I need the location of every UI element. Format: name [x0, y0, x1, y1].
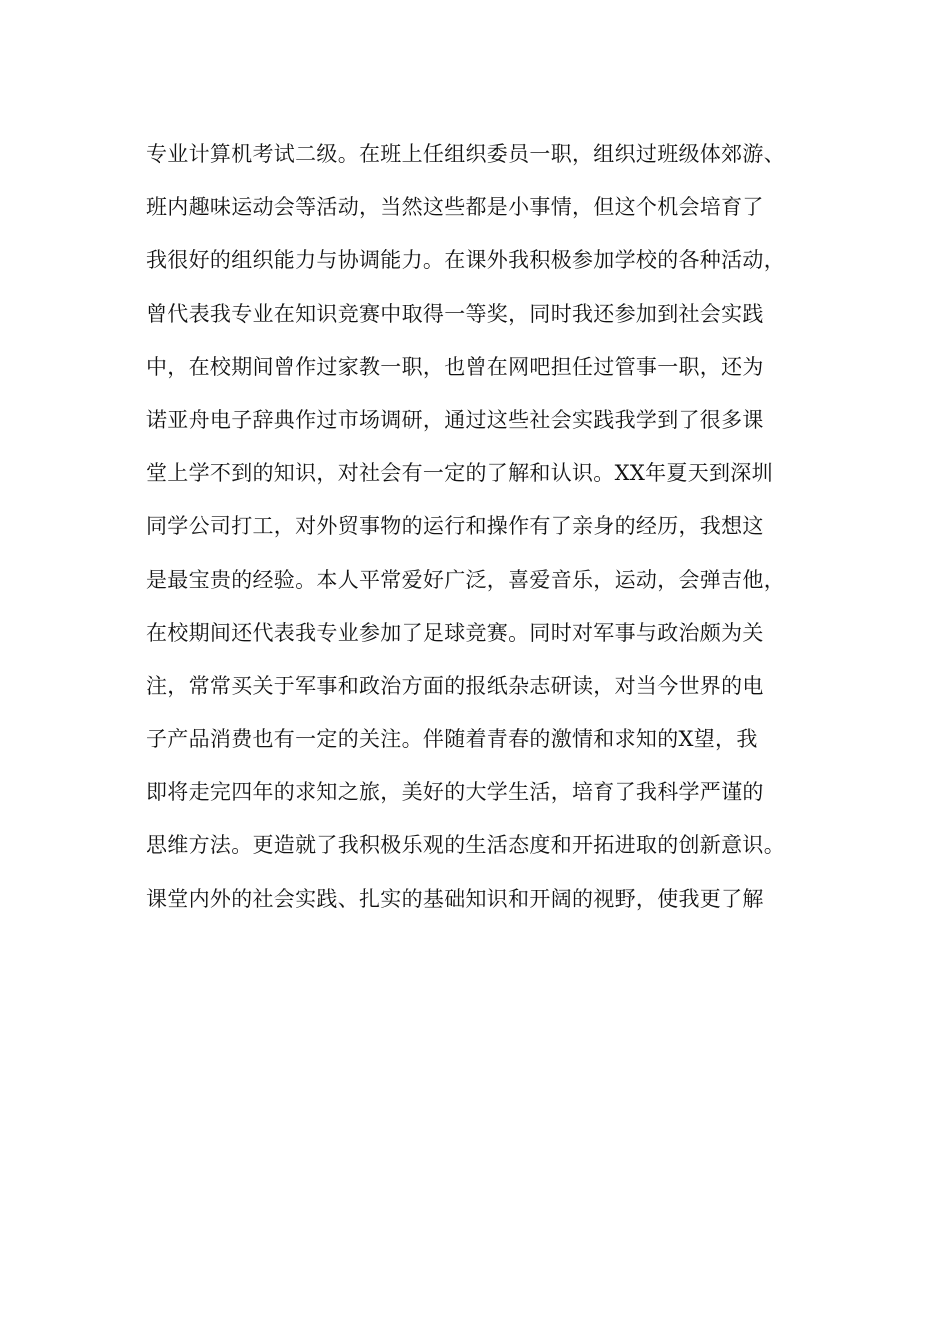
text-line: 我很好的组织能力与协调能力。在课外我积极参加学校的各种活动，: [146, 248, 785, 273]
text-line: 专业计算机考试二级。在班上任组织委员一职，组织过班级体郊游、: [146, 142, 785, 166]
text-line: 堂上学不到的知识，对社会有一定的了解和认识。XX年夏天到深圳: [146, 461, 773, 486]
text-line: 在校期间还代表我专业参加了足球竞赛。同时对军事与政治颇为关: [146, 620, 764, 645]
text-line: 课堂内外的社会实践、扎实的基础知识和开阔的视野，使我更了解: [146, 886, 764, 911]
text-line: 注，常常买关于军事和政治方面的报纸杂志研读，对当今世界的电: [146, 673, 764, 698]
text-line: 同学公司打工，对外贸事物的运行和操作有了亲身的经历，我想这: [146, 514, 764, 539]
text-line: 曾代表我专业在知识竞赛中取得一等奖，同时我还参加到社会实践: [146, 301, 764, 326]
text-line: 诺亚舟电子辞典作过市场调研，通过这些社会实践我学到了很多课: [146, 407, 764, 432]
text-line: 班内趣味运动会等活动，当然这些都是小事情，但这个机会培育了: [146, 195, 764, 220]
text-line: 是最宝贵的经验。本人平常爱好广泛，喜爱音乐，运动，会弹吉他，: [146, 567, 785, 592]
text-line: 子产品消费也有一定的关注。伴随着青春的激情和求知的X望，我: [146, 727, 758, 752]
text-line: 中，在校期间曾作过家教一职，也曾在网吧担任过管事一职，还为: [146, 354, 764, 379]
body-text: [146, 128, 846, 926]
text-line: 即将走完四年的求知之旅，美好的大学生活，培育了我科学严谨的: [146, 780, 764, 805]
text-line: 思维方法。更造就了我积极乐观的生活态度和开拓进取的创新意识。: [146, 833, 785, 858]
